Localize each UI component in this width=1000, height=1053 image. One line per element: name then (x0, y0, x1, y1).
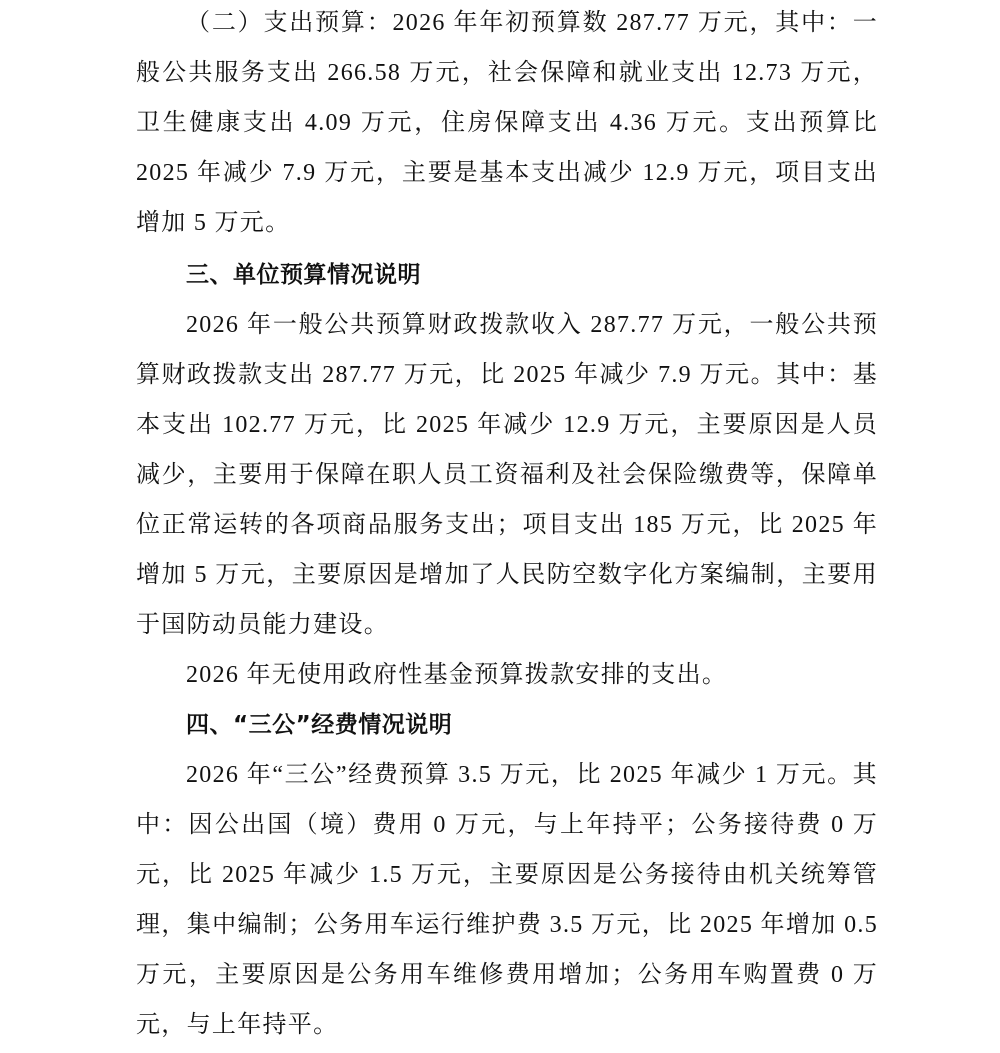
three-public-expenses-paragraph: 2026 年“三公”经费预算 3.5 万元，比 2025 年减少 1 万元。其中：因公出国（境）费用 0 万元，与上年持平；公务接待费 0 万元，比 2025 年减少 1.5 万元，主要原因是公务接待由机关统筹管理，集中编制；公务用车运行维护费 3.5 万元，比 2025 年增加 0.5 万元，主要原因是公务用车维修费用增加；公务用车购置费 0 万元，与上年持平。 (136, 762, 878, 1038)
expenditure-budget-paragraph: （二）支出预算：2026 年年初预算数 287.77 万元，其中：一般公共服务支出 266.58 万元，社会保障和就业支出 12.73 万元，卫生健康支出 4.09 万元，住房保障支出 4.36 万元。支出预算比 2025 年减少 7.9 万元，主要是基本支出减少 12.9 万元，项目支出增加 5 万元。 (136, 10, 878, 236)
government-fund-paragraph: 2026 年无使用政府性基金预算拨款安排的支出。 (186, 662, 728, 688)
general-public-budget-paragraph: 2026 年一般公共预算财政拨款收入 287.77 万元，一般公共预算财政拨款支出 287.77 万元，比 2025 年减少 7.9 万元。其中：基本支出 102.77 万元，比 2025 年减少 12.9 万元，主要原因是人员减少，主要用于保障在职人员工资福利及社会保险缴费等，保障单位正常运转的各项商品服务支出；项目支出 185 万元，比 2025 年增加 5 万元，主要原因是增加了人民防空数字化方案编制，主要用于国防动员能力建设。 (136, 312, 878, 638)
document-page (136, 0, 878, 1050)
section-heading-unit-budget: 三、单位预算情况说明 (186, 262, 421, 288)
section-heading-three-public-expenses: 四、“三公”经费情况说明 (186, 712, 453, 738)
